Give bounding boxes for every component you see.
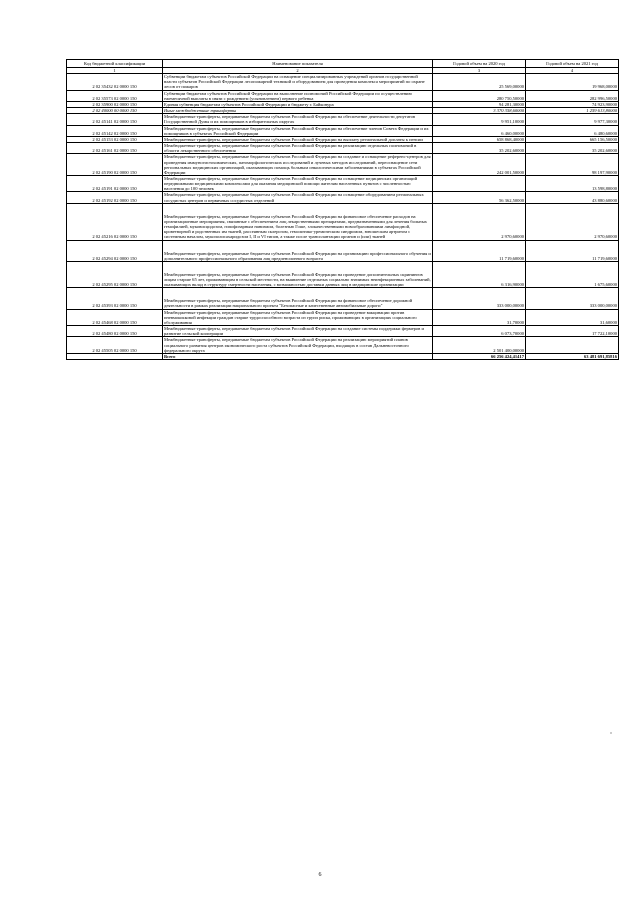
amount-2021-cell: 333 000,00000: [526, 288, 619, 309]
amount-2021-cell: 1 675,60000: [526, 261, 619, 287]
indicator-name-cell: [163, 288, 433, 309]
indicator-name-text: Иные межбюджетные трансферты: [164, 108, 237, 114]
table-row: [67, 261, 619, 287]
indicator-name-text: Субвенции бюджетам субъектов Российской Федерации на оснащение специализированных учреждений органов государственной власти субъектов Российской Федерации лесопожарной техникой и оборудованием для проведения комплекса мероприятий по охране лесов от пожаров: [164, 74, 425, 90]
amount-2020-cell: [433, 175, 526, 191]
amount-2021-cell: 6 480,60000: [526, 125, 619, 136]
column-number: 4: [526, 68, 619, 74]
amount-2020-cell: 280 750,50000: [433, 90, 526, 101]
budget-code-cell: 2 02 45141 02 0000 150: [67, 114, 163, 125]
indicator-name-cell: [163, 125, 433, 136]
amount-2021-cell: 11 719,60000: [526, 240, 619, 261]
indicator-name-text: Межбюджетные трансферты, передаваемые бюджетам субъектов Российской Федерации на оснащение медицинских организаций передвижными медицинскими комплексами для оказания медицинской помощи жителям населенных пунктов с численностью населения до 100 человек: [164, 175, 418, 192]
budget-code-cell: 2 02 45190 02 0000 150: [67, 154, 163, 176]
budget-code-cell: 2 02 45468 02 0000 150: [67, 309, 163, 325]
budget-code-cell: 2 02 45393 02 0000 150: [67, 288, 163, 309]
table-row: [67, 74, 619, 90]
amount-2021-cell: 43 880,60000: [526, 192, 619, 203]
budget-code-cell: 2 02 45216 02 0000 150: [67, 203, 163, 240]
table-row: [67, 203, 619, 240]
amount-2021-cell: [526, 337, 619, 353]
table-row: [67, 192, 619, 203]
indicator-name-cell: [163, 309, 433, 325]
amount-2020-cell: 31,70000: [433, 309, 526, 325]
table-row: [67, 125, 619, 136]
table-row: [67, 309, 619, 325]
table-row: [67, 143, 619, 154]
indicator-name-text: Единая субвенция бюджетам субъектов Российской Федерации и бюджету г. Байконура: [164, 101, 334, 107]
total-code-cell: [67, 353, 163, 359]
header-2021: Годовой объем на 2021 год: [526, 60, 619, 68]
header-row: [67, 60, 619, 68]
indicator-name-text: Межбюджетные трансферты, передаваемые бюджетам субъектов Российской Федерации на создание и оснащение референс-центров для проведения иммуногистохимических, патоморфологических исследований и лучевых методов исследований, переоснащение сети региональных медицинских организаций, оказывающих помощь больным онкологическими заболеваниями в субъектах Российской Федерации: [164, 154, 431, 175]
indicator-name-cell: [163, 114, 433, 125]
budget-code-cell: 2 02 45191 02 0000 150: [67, 175, 163, 191]
budget-code-cell: 2 02 40000 00 0000 150: [67, 108, 163, 114]
indicator-name-text: Субвенции бюджетам субъектов Российской Федерации на выполнение полномочий Российской Федерации по осуществлению ежемесячной выплаты в связи с рождением (усыновлением) первого ребенка: [164, 90, 412, 101]
amount-2020-cell: 242 001,50000: [433, 154, 526, 176]
amount-2020-cell: 11 719,60000: [433, 240, 526, 261]
amount-2020-cell: 9 951,10000: [433, 114, 526, 125]
header-name: Наименование показателя: [163, 60, 433, 68]
amount-2020-cell: 94 281,30000: [433, 101, 526, 107]
header-code: Код бюджетной классификации: [67, 60, 163, 68]
table-body: [67, 74, 619, 360]
indicator-name-cell: [163, 90, 433, 101]
budget-code-cell: 2 02 45480 02 0000 150: [67, 326, 163, 337]
amount-2021-cell: 35 202,60000: [526, 143, 619, 154]
table-row: [67, 175, 619, 191]
budget-code-cell: 2 02 45153 02 0000 150: [67, 136, 163, 142]
amount-2020-cell: 35 202,60000: [433, 143, 526, 154]
indicator-name-text: Межбюджетные трансферты, передаваемые бюджетам субъектов Российской Федерации на оснащение оборудованием региональных сосудистых центров и первичных сосудистых отделений: [164, 192, 424, 203]
indicator-name-text: Межбюджетные трансферты, передаваемые бюджетам субъектов Российской Федерации на проведение дополнительных скринингов лицам старше 65 лет, проживающим в сельской местности, на выявление отдельных социально значимых неинфекционных заболеваний, оказывающих вклад в структуру смертности населения, с возможностью доставки данных лиц в медицинские организации: [164, 271, 431, 288]
budget-code-cell: 2 02 45161 02 0000 150: [67, 143, 163, 154]
indicator-name-cell: [163, 192, 433, 203]
amount-2021-cell: 13 598,80000: [526, 175, 619, 191]
budget-code-cell: 2 02 35432 02 0000 150: [67, 74, 163, 90]
indicator-name-text: Межбюджетные трансферты, передаваемые бюджетам субъектов Российской Федерации на организацию профессионального обучения и дополнительного профессионального образования лиц предпенсионного возраста: [164, 250, 431, 261]
total-label-cell: Всего: [163, 353, 433, 359]
amount-2021-cell: 19 968,00000: [526, 74, 619, 90]
budget-code-cell: 2 02 45295 02 0000 150: [67, 261, 163, 287]
indicator-name-cell: [163, 74, 433, 90]
amount-2021-cell: 9 977,30000: [526, 114, 619, 125]
column-number: 3: [433, 68, 526, 74]
indicator-name-cell: [163, 136, 433, 142]
table-row: [67, 326, 619, 337]
indicator-name-cell: [163, 326, 433, 337]
amount-2020-cell: 333 000,00000: [433, 288, 526, 309]
indicator-name-cell: [163, 261, 433, 287]
indicator-name-text: Межбюджетные трансферты, передаваемые бюджетам субъектов Российской Федерации на создание системы поддержки фермеров и развитие сельской кооперации: [164, 326, 424, 337]
amount-2021-cell: 31,60000: [526, 309, 619, 325]
document-sheet: [66, 59, 618, 360]
budget-table: [66, 59, 619, 360]
indicator-name-cell: [163, 240, 433, 261]
indicator-name-text: Межбюджетные трансферты, передаваемые бюджетам субъектов Российской Федерации на реализацию мероприятий планов социального развития центров экономического роста субъектов Российской Федерации, входящих в состав Дальневосточного федерального округа: [164, 337, 409, 353]
amount-2021-cell: 74 923,90000: [526, 101, 619, 107]
budget-code-cell: 2 02 45142 02 0000 150: [67, 125, 163, 136]
indicator-name-text: Межбюджетные трансферты, передаваемые бюджетам субъектов Российской Федерации на обеспечение членов Совета Федерации и их помощников в субъектах Российской Федерации: [164, 125, 429, 136]
table-row: [67, 337, 619, 353]
amount-2020-cell: 658 868,40000: [433, 136, 526, 142]
budget-code-cell: 2 02 35900 02 0000 150: [67, 101, 163, 107]
amount-2021-cell: 1 259 613,80000: [526, 108, 619, 114]
budget-code-cell: 2 02 35573 02 0000 150: [67, 90, 163, 101]
amount-2020-cell: 6 073,70000: [433, 326, 526, 337]
indicator-name-text: Межбюджетные трансферты, передаваемые бюджетам субъектов Российской Федерации на обеспечение деятельности депутатов Государственной Думы и их помощников в избирательных округах: [164, 114, 416, 125]
indicator-name-cell: [163, 337, 433, 353]
amount-2020-cell: 6 460,00000: [433, 125, 526, 136]
column-number: 2: [163, 68, 433, 74]
table-row: [67, 240, 619, 261]
table-row: [67, 90, 619, 101]
indicator-name-text: Межбюджетные трансферты, передаваемые бюджетам субъектов Российской Федерации на проведение вакцинации против пневмококковой инфекции граждан старше трудоспособного возраста из групп риска, проживающих в организациях социального обслуживания: [164, 309, 417, 325]
amount-2021-cell: 98 197,90000: [526, 154, 619, 176]
total-2020-cell: 66 256 424,41417: [433, 353, 526, 359]
footnote-mark: ": [610, 733, 613, 738]
table-row: [67, 288, 619, 309]
amount-2021-cell: 17 722,10000: [526, 326, 619, 337]
amount-2020-cell: 56 362,50000: [433, 192, 526, 203]
indicator-name-cell: [163, 203, 433, 240]
total-2021-cell: 63 481 691,85816: [526, 353, 619, 359]
budget-code-cell: 2 02 45192 02 0000 150: [67, 192, 163, 203]
budget-code-cell: 2 02 45294 02 0000 150: [67, 240, 163, 261]
amount-2020-cell: 6 316,90000: [433, 261, 526, 287]
amount-2020-cell: 3 370 358,60000: [433, 108, 526, 114]
indicator-name-cell: [163, 143, 433, 154]
indicator-name-cell: [163, 175, 433, 191]
column-number: 1: [67, 68, 163, 74]
amount-2021-cell: 2 970,60000: [526, 203, 619, 240]
indicator-name-text: Межбюджетные трансферты, передаваемые бюджетам субъектов Российской Федерации на реализацию отдельных полномочий в области лекарственного обеспечения: [164, 143, 417, 154]
page-number: 6: [318, 872, 322, 878]
table-row: [67, 114, 619, 125]
indicator-name-cell: [163, 154, 433, 176]
indicator-name-text: Межбюджетные трансферты, передаваемые бюджетам субъектов Российской Федерации на выплату региональной доплаты к пенсии: [164, 136, 423, 142]
total-row: [67, 353, 619, 359]
amount-2021-cell: 282 996,50000: [526, 90, 619, 101]
header-2020: Годовой объем на 2020 год: [433, 60, 526, 68]
budget-code-cell: 2 02 45505 02 0000 150: [67, 337, 163, 353]
indicator-name-text: Межбюджетные трансферты, передаваемые бюджетам субъектов Российской Федерации на финансовое обеспечение расходов на организационные мероприятия, связанные с обеспечением лиц лекарственными препаратами, предназначенными для лечения больных гемофилией, муковисцидозом, гипофизарным нанизмом, болезнью Гоше, злокачественными новообразованиями лимфоидной, кроветворной и родственных им тканей, рассеянным склерозом, гемолитико-уремическим синдромом, юношеским артритом с системным началом, мукополисахаридозом I, II и VI типов, а также после трансплантации органов и (или) тканей: [164, 213, 427, 240]
indicator-name-text: Межбюджетные трансферты, передаваемые бюджетам субъектов Российской Федерации на финансовое обеспечение дорожной деятельности в рамках реализации национального проекта "Безопасные и качественные автомобильные дороги": [164, 298, 413, 309]
amount-2021-cell: 665 156,50000: [526, 136, 619, 142]
amount-2020-cell: 25 569,00000: [433, 74, 526, 90]
table-row: [67, 154, 619, 176]
amount-2020-cell: 2 501 400,00000: [433, 337, 526, 353]
amount-2020-cell: 2 970,60000: [433, 203, 526, 240]
